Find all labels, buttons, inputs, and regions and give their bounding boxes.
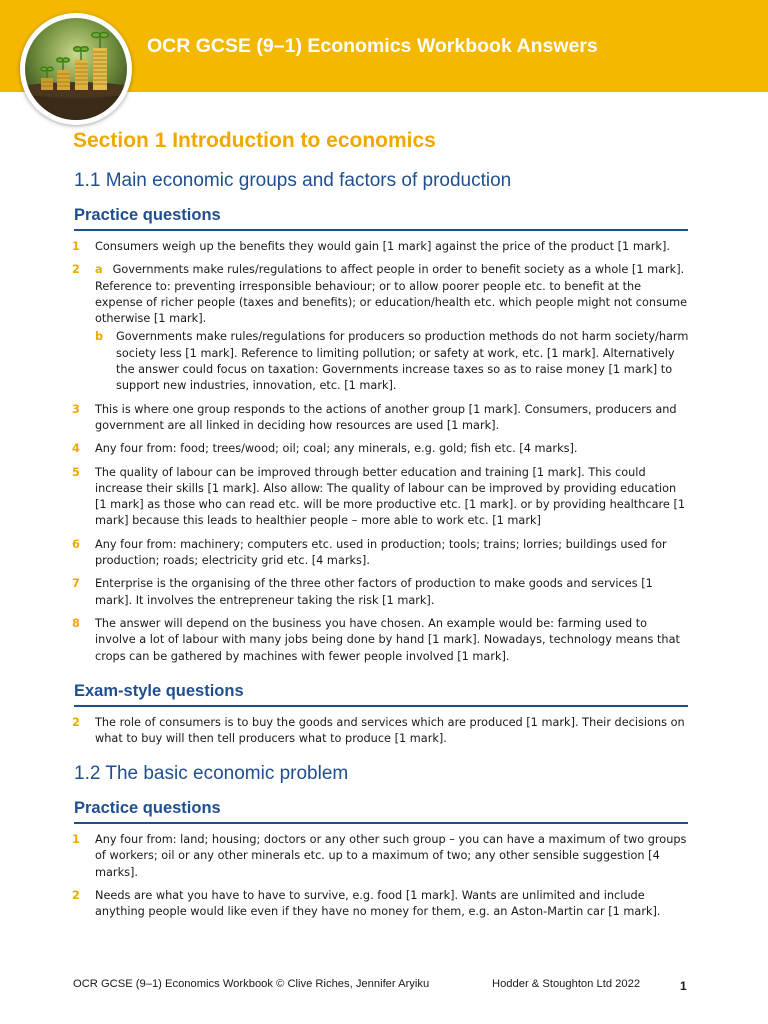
exam-questions-heading: Exam-style questions (74, 682, 244, 700)
coins-plant-icon (20, 13, 132, 125)
practice-list-1-1 (72, 239, 690, 672)
answer-text: Needs are what you have to have to survive, e.g. food [1 mark]. Wants are unlimited and include anything people would like even if they have no money for them, e.g. an Aston-Martin car [1 mark]. (95, 888, 661, 919)
question-number: 3 (72, 402, 80, 416)
workbook-title: OCR GCSE (9–1) Economics Workbook Answers (147, 35, 598, 57)
footer-copyright: OCR GCSE (9–1) Economics Workbook © Clive Riches, Jennifer Aryiku (73, 978, 430, 990)
sub-item (95, 329, 690, 394)
answer-text: The role of consumers is to buy the goods and services which are produced [1 mark]. Their decisions on what to buy will then tell producers what to produce [1 mark]. (95, 716, 685, 746)
practice-questions-heading: Practice questions (74, 206, 221, 224)
list-item (72, 465, 690, 530)
answer-text: Enterprise is the organising of the three other factors of production to make goods and services [1 mark]. It involves the entrepreneur taking the risk [1 mark]. (95, 577, 653, 607)
subsection-title-1-2: 1.2 The basic economic problem (74, 763, 349, 784)
question-number: 4 (72, 442, 80, 456)
answer-text: Any four from: land; housing; doctors or any other such group – you can have a maximum of two groups of workers; oil or any other minerals etc. up to a maximum of two; any other sensible suggestion [4 marks]. (95, 833, 687, 879)
question-number: 2 (72, 716, 80, 729)
page-number: 1 (680, 979, 687, 993)
practice-questions-heading: Practice questions (74, 799, 221, 817)
answer-text: Governments make rules/regulations to affect people in order to benefit society as a whole [1 mark]. Reference to: preventing irresponsible behaviour; or to allow poorer people etc. to benefit at the expense of richer people (taxes and benefits); or education/health etc. which people might not consume otherwise [1 mark]. (95, 263, 688, 326)
answer-text: Any four from: food; trees/wood; oil; coal; any minerals, e.g. gold; fish etc. [4 marks]. (95, 442, 578, 456)
list-item (72, 715, 690, 748)
answer-text: The quality of labour can be improved through better education and training [1 mark]. This could increase their skills [1 mark]. Also allow: The quality of labour can be improved by providing education [1 mark] as those who can read etc. will be more productive etc. [1 mark]. or by providing healthcare [1 mark] because this leads to healthier people – more able to work etc. [1 mark] (95, 465, 686, 528)
subsection-title-1-1: 1.1 Main economic groups and factors of production (74, 170, 512, 191)
heading-rule (74, 705, 688, 707)
question-number: 2 (72, 888, 80, 902)
list-item (72, 537, 690, 570)
list-item (72, 239, 690, 255)
answer-text: Any four from: machinery; computers etc. used in production; tools; trains; lorries; buildings used for production; roads; electricity grid etc. [4 marks]. (95, 537, 667, 568)
heading-rule (74, 822, 688, 824)
list-item (72, 616, 690, 665)
practice-list-1-2 (72, 832, 690, 927)
answer-text: Governments make rules/regulations for producers so production methods do not harm society/harm society less [1 mark]. Reference to limiting pollution; or safety at work, etc. [1 mark]. Alternatively the answer could focus on taxation: Governments increase taxes so as to raise money [1 mark] to support new industries, innovation, etc. [1 mark]. (116, 330, 689, 393)
question-number: 8 (72, 616, 80, 630)
question-number: 2 (72, 263, 80, 277)
list-item (72, 888, 690, 921)
list-item (72, 832, 690, 881)
answer-text: This is where one group responds to the actions of another group [1 mark]. Consumers, producers and government are all linked in deciding how resources are used [1 mark]. (95, 402, 677, 432)
list-item (72, 576, 690, 609)
heading-rule (74, 229, 688, 231)
question-number: 1 (72, 833, 80, 846)
answer-text: The answer will depend on the business you have chosen. An example would be: farming used to involve a lot of labour with many jobs being done by hand [1 mark]. Nowadays, technology means that crops can be gathered by machines with fewer people involved [1 mark]. (95, 616, 680, 663)
list-item (72, 441, 690, 457)
footer-publisher: Hodder & Stoughton Ltd 2022 (492, 978, 641, 990)
question-number: 5 (72, 465, 80, 479)
question-number: 7 (72, 577, 80, 591)
section-title: Section 1 Introduction to economics (73, 129, 436, 152)
question-number: 6 (72, 537, 80, 551)
part-letter: b (95, 330, 104, 344)
list-item (72, 262, 690, 394)
exam-list-1-1 (72, 715, 690, 755)
question-number: 1 (72, 240, 80, 253)
list-item (72, 402, 690, 435)
answer-text: Consumers weigh up the benefits they would gain [1 mark] against the price of the product [1 mark]. (95, 240, 670, 253)
part-letter: a (95, 263, 103, 277)
